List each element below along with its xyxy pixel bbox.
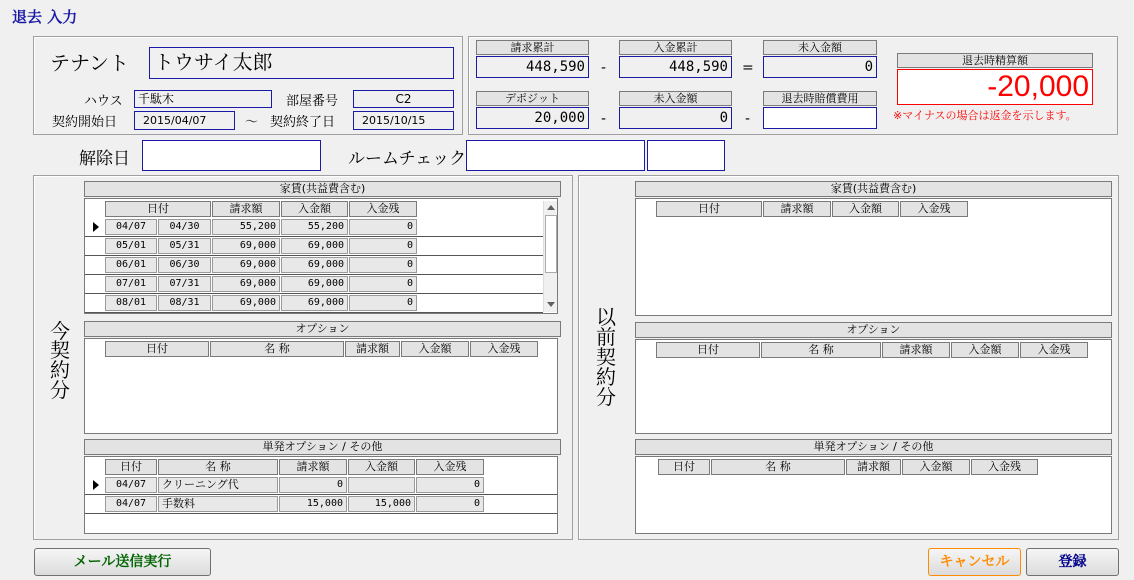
damage-input[interactable] xyxy=(763,107,877,129)
current-contract-char-2: 契 xyxy=(50,338,70,362)
payment-total-header: 入金累計 xyxy=(619,40,732,55)
rent-col-date[interactable]: 日付 xyxy=(105,201,211,217)
row-separator xyxy=(85,293,543,294)
option-col-billed[interactable]: 請求額 xyxy=(345,341,400,357)
prev-single-section-title: 単発オプション / その他 xyxy=(635,439,1112,455)
rent-cell-from[interactable]: 05/01 xyxy=(105,238,157,254)
rent-cell-billed[interactable]: 69,000 xyxy=(212,276,280,292)
prev-option-col-name[interactable]: 名 称 xyxy=(761,342,881,358)
rent-cell-billed[interactable]: 69,000 xyxy=(212,238,280,254)
rent-cell-from[interactable]: 06/01 xyxy=(105,257,157,273)
single-cell-date[interactable]: 04/07 xyxy=(105,477,157,493)
billing-total-field: 448,590 xyxy=(476,56,589,78)
prev-rent-col-balance[interactable]: 入金残 xyxy=(900,201,968,217)
row-separator xyxy=(85,494,557,495)
rent-cell-billed[interactable]: 69,000 xyxy=(212,295,280,311)
current-contract-char-1: 今 xyxy=(50,319,70,343)
scroll-down-icon[interactable] xyxy=(547,302,555,307)
single-cell-balance[interactable]: 0 xyxy=(416,496,484,512)
prev-option-section-title: オプション xyxy=(635,322,1112,338)
tenant-label: テナント xyxy=(50,51,129,75)
prev-rent-grid xyxy=(635,198,1112,316)
prev-rent-col-paid[interactable]: 入金額 xyxy=(832,201,899,217)
send-mail-button[interactable]: メール送信実行 xyxy=(34,548,211,576)
house-label: ハウス xyxy=(84,94,123,109)
rent-col-paid[interactable]: 入金額 xyxy=(281,201,348,217)
unpaid2-header: 未入金額 xyxy=(619,91,732,106)
option-col-date[interactable]: 日付 xyxy=(105,341,209,357)
rent-cell-billed[interactable]: 69,000 xyxy=(212,257,280,273)
deposit-field: 20,000 xyxy=(476,107,589,129)
rent-cell-paid[interactable]: 69,000 xyxy=(281,238,348,254)
rent-cell-paid[interactable]: 55,200 xyxy=(281,219,348,235)
contract-start-label: 契約開始日 xyxy=(52,115,118,130)
register-button[interactable]: 登録 xyxy=(1026,548,1119,576)
settlement-header: 退去時精算額 xyxy=(897,53,1093,68)
row-separator xyxy=(85,274,543,275)
single-col-balance[interactable]: 入金残 xyxy=(416,459,484,475)
previous-contract-char-5: 分 xyxy=(596,385,616,409)
single-col-date[interactable]: 日付 xyxy=(105,459,157,475)
row-pointer-icon xyxy=(93,480,99,490)
rent-cell-to[interactable]: 07/31 xyxy=(158,276,211,292)
settlement-note: ※マイナスの場合は返金を示します。 xyxy=(893,109,1077,122)
rent-cell-from[interactable]: 08/01 xyxy=(105,295,157,311)
row-pointer-icon xyxy=(93,222,99,232)
contract-start-field[interactable]: 2015/04/07 xyxy=(134,111,235,130)
rent-cell-balance[interactable]: 0 xyxy=(349,257,417,273)
payment-total-field: 448,590 xyxy=(619,56,732,78)
previous-contract-char-1: 以 xyxy=(596,305,616,329)
room-check-label: ルームチェック xyxy=(348,149,467,169)
single-cell-paid[interactable] xyxy=(348,477,415,493)
house-field[interactable]: 千駄木 xyxy=(134,90,272,108)
single-col-paid[interactable]: 入金額 xyxy=(348,459,415,475)
prev-single-col-paid[interactable]: 入金額 xyxy=(902,459,970,475)
billing-total-header: 請求累計 xyxy=(476,40,589,55)
option-section-title: オプション xyxy=(84,321,561,337)
damage-header: 退去時賠償費用 xyxy=(763,91,877,106)
previous-contract-char-3: 契 xyxy=(596,345,616,369)
prev-option-col-date[interactable]: 日付 xyxy=(656,342,760,358)
rent-grid xyxy=(84,198,558,314)
single-cell-paid[interactable]: 15,000 xyxy=(348,496,415,512)
rent-cell-balance[interactable]: 0 xyxy=(349,238,417,254)
unpaid-field: 0 xyxy=(763,56,877,78)
single-cell-name[interactable]: 手数料 xyxy=(158,496,278,512)
option-grid xyxy=(84,338,558,434)
rent-cell-balance[interactable]: 0 xyxy=(349,295,417,311)
current-contract-char-4: 分 xyxy=(50,378,70,402)
rent-cell-billed[interactable]: 55,200 xyxy=(212,219,280,235)
prev-single-col-date[interactable]: 日付 xyxy=(658,459,710,475)
single-section-title: 単発オプション / その他 xyxy=(84,439,561,455)
prev-single-col-balance[interactable]: 入金残 xyxy=(971,459,1038,475)
room-label: 部屋番号 xyxy=(286,94,339,109)
current-contract-char-3: 約 xyxy=(50,358,70,382)
prev-rent-col-billed[interactable]: 請求額 xyxy=(763,201,831,217)
prev-option-col-billed[interactable]: 請求額 xyxy=(882,342,950,358)
prev-rent-section-title: 家賃(共益費含む) xyxy=(635,181,1112,197)
row-separator xyxy=(85,255,543,256)
page-title: 退去 入力 xyxy=(12,8,78,26)
unpaid2-field: 0 xyxy=(619,107,732,129)
row-separator xyxy=(85,312,543,313)
equals-sign: = xyxy=(742,60,754,76)
row-separator xyxy=(85,513,557,514)
cancel-date-input[interactable] xyxy=(142,140,321,171)
rent-cell-to[interactable]: 04/30 xyxy=(158,219,211,235)
tilde-sep: ～ xyxy=(245,115,259,130)
scroll-thumb[interactable] xyxy=(545,215,557,273)
prev-option-col-balance[interactable]: 入金残 xyxy=(1020,342,1088,358)
previous-contract-char-4: 約 xyxy=(596,365,616,389)
tenant-name-field[interactable]: トウサイ太郎 xyxy=(149,47,454,79)
prev-single-grid xyxy=(635,456,1112,534)
rent-cell-to[interactable]: 08/31 xyxy=(158,295,211,311)
single-col-billed[interactable]: 請求額 xyxy=(279,459,347,475)
rent-cell-from[interactable]: 07/01 xyxy=(105,276,157,292)
row-separator xyxy=(85,236,543,237)
rent-cell-paid[interactable]: 69,000 xyxy=(281,295,348,311)
minus-sign-1: - xyxy=(601,60,607,76)
scroll-up-icon[interactable] xyxy=(547,205,555,210)
rent-cell-to[interactable]: 06/30 xyxy=(158,257,211,273)
settlement-field: -20,000 xyxy=(897,69,1093,105)
room-check-input-2[interactable] xyxy=(647,140,725,171)
contract-end-field[interactable]: 2015/10/15 xyxy=(353,111,454,130)
prev-single-col-name[interactable]: 名 称 xyxy=(711,459,845,475)
single-cell-balance[interactable]: 0 xyxy=(416,477,484,493)
prev-option-grid xyxy=(635,339,1112,434)
rent-col-billed[interactable]: 請求額 xyxy=(212,201,280,217)
option-col-name[interactable]: 名 称 xyxy=(210,341,344,357)
minus-sign-2: - xyxy=(601,111,607,127)
room-check-input[interactable] xyxy=(466,140,645,171)
option-col-balance[interactable]: 入金残 xyxy=(470,341,538,357)
rent-scrollbar[interactable] xyxy=(543,201,557,312)
cancel-button[interactable]: キャンセル xyxy=(928,548,1021,576)
rent-cell-balance[interactable]: 0 xyxy=(349,219,417,235)
single-cell-billed[interactable]: 15,000 xyxy=(279,496,347,512)
room-field[interactable]: C2 xyxy=(353,90,454,108)
cancel-date-label: 解除日 xyxy=(79,149,130,169)
prev-rent-col-date[interactable]: 日付 xyxy=(656,201,762,217)
single-cell-billed[interactable]: 0 xyxy=(279,477,347,493)
unpaid-header: 未入金額 xyxy=(763,40,877,55)
single-grid xyxy=(84,456,558,534)
contract-end-label: 契約終了日 xyxy=(270,115,336,130)
rent-col-balance[interactable]: 入金残 xyxy=(349,201,417,217)
rent-cell-to[interactable]: 05/31 xyxy=(158,238,211,254)
minus-sign-3: - xyxy=(745,111,751,127)
option-col-paid[interactable]: 入金額 xyxy=(401,341,469,357)
single-cell-name[interactable]: クリーニング代 xyxy=(158,477,278,493)
deposit-header: デポジット xyxy=(476,91,589,106)
rent-cell-from[interactable]: 04/07 xyxy=(105,219,157,235)
rent-section-title: 家賃(共益費含む) xyxy=(84,181,561,197)
prev-single-col-billed[interactable]: 請求額 xyxy=(846,459,901,475)
rent-cell-paid[interactable]: 69,000 xyxy=(281,276,348,292)
rent-cell-paid[interactable]: 69,000 xyxy=(281,257,348,273)
single-cell-date[interactable]: 04/07 xyxy=(105,496,157,512)
rent-cell-balance[interactable]: 0 xyxy=(349,276,417,292)
prev-option-col-paid[interactable]: 入金額 xyxy=(951,342,1019,358)
single-col-name[interactable]: 名 称 xyxy=(158,459,278,475)
previous-contract-char-2: 前 xyxy=(596,325,616,349)
